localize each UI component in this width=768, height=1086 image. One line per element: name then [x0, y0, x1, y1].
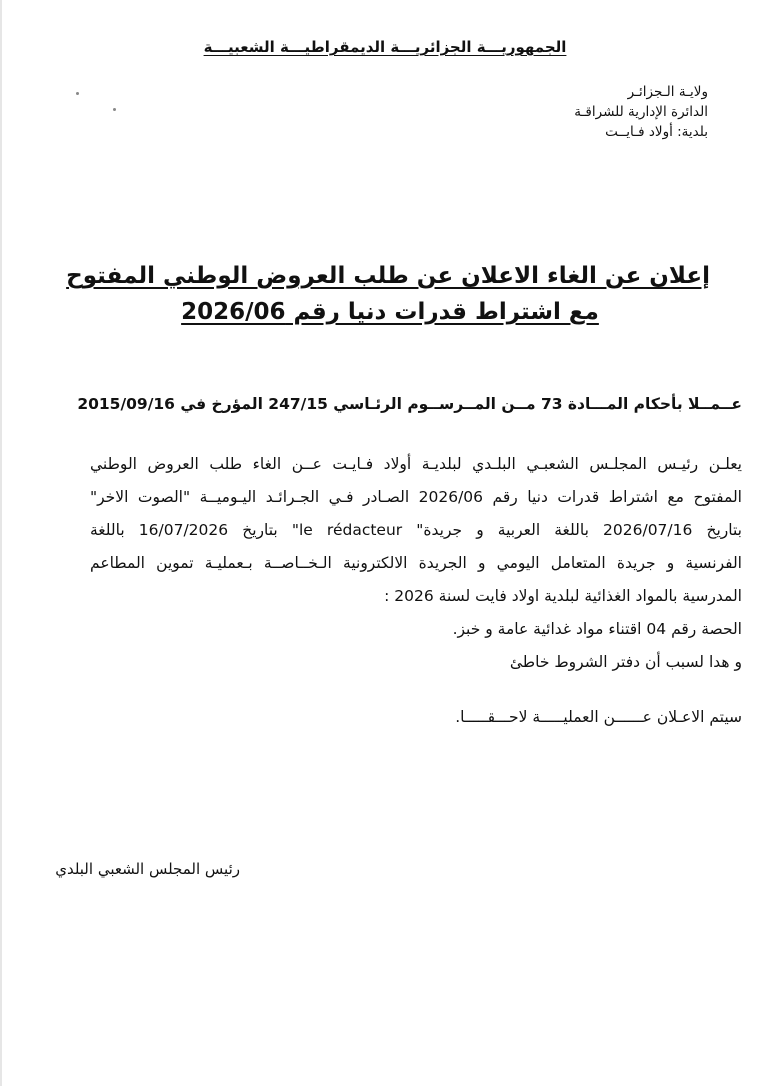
legal-reference: عــمــلا بأحكام المـــادة 73 مــن المــرســوم الرئـاسي 247/15 المؤرخ في 2015/09/16 — [77, 395, 742, 413]
republic-name: الجمهوريـــة الجزائريـــة الديمقراطيـــة الشعبيـــة — [203, 38, 567, 56]
republic-header — [120, 38, 650, 56]
announcement-paragraph — [90, 448, 742, 613]
announcement-body — [77, 384, 742, 734]
announcement-line-5: المدرسية بالمواد الغذائية لبلدية اولاد فايت لسنة 2026 : — [384, 587, 742, 605]
administration-block — [488, 82, 708, 142]
title-line-1-text: إعلان عن الغاء الاعلان عن طلب العروض الوطني المفتوح — [66, 263, 710, 289]
title-line-2-text: مع اشتراط قدرات دنيا رقم 2026/06 — [181, 299, 599, 325]
announcement-line-1: يعلـن رئيـس المجلـس الشعبـي البلـدي لبلديـة أولاد فـايـت عــن الغاء طلب العروض الوطني — [90, 455, 742, 473]
scan-speck — [76, 92, 79, 95]
wilaya-line: ولايـة الـجزائـر — [627, 84, 708, 100]
lot-line: الحصة رقم 04 اقتناء مواد غدائية عامة و خبز. — [452, 620, 742, 638]
announcement-line-4: الفرنسية و جريدة المتعامل اليومي و الجريدة الالكترونية الـخــاصــة بـعمليـة تموين المطاعم — [90, 554, 742, 572]
signature-title: رئيس المجلس الشعبي البلدي — [55, 860, 240, 878]
commune-line: بلدية: أولاد فـايــت — [605, 124, 708, 140]
announcement-title — [66, 258, 710, 330]
district-line: الدائرة الإدارية للشراقـة — [574, 104, 708, 120]
closing-line: سيتم الاعـلان عــــــن العمليـــــة لاحـــقـــــا. — [455, 708, 742, 726]
scan-speck — [113, 108, 116, 111]
announcement-line-3: بتاريخ 2026/07/16 باللغة العربية و جريدة" le rédacteur" بتاريخ 16/07/2026 باللغة — [90, 521, 742, 539]
announcement-line-2: المفتوح مع اشتراط قدرات دنيا رقم 2026/06 الصـادر فـي الجـرائـد اليـوميــة "الصوت الاخر" — [90, 488, 742, 506]
title-line-1 — [66, 258, 710, 294]
reason-line: و هدا لسبب أن دفتر الشروط خاطئ — [509, 653, 742, 671]
title-line-2 — [70, 294, 710, 330]
